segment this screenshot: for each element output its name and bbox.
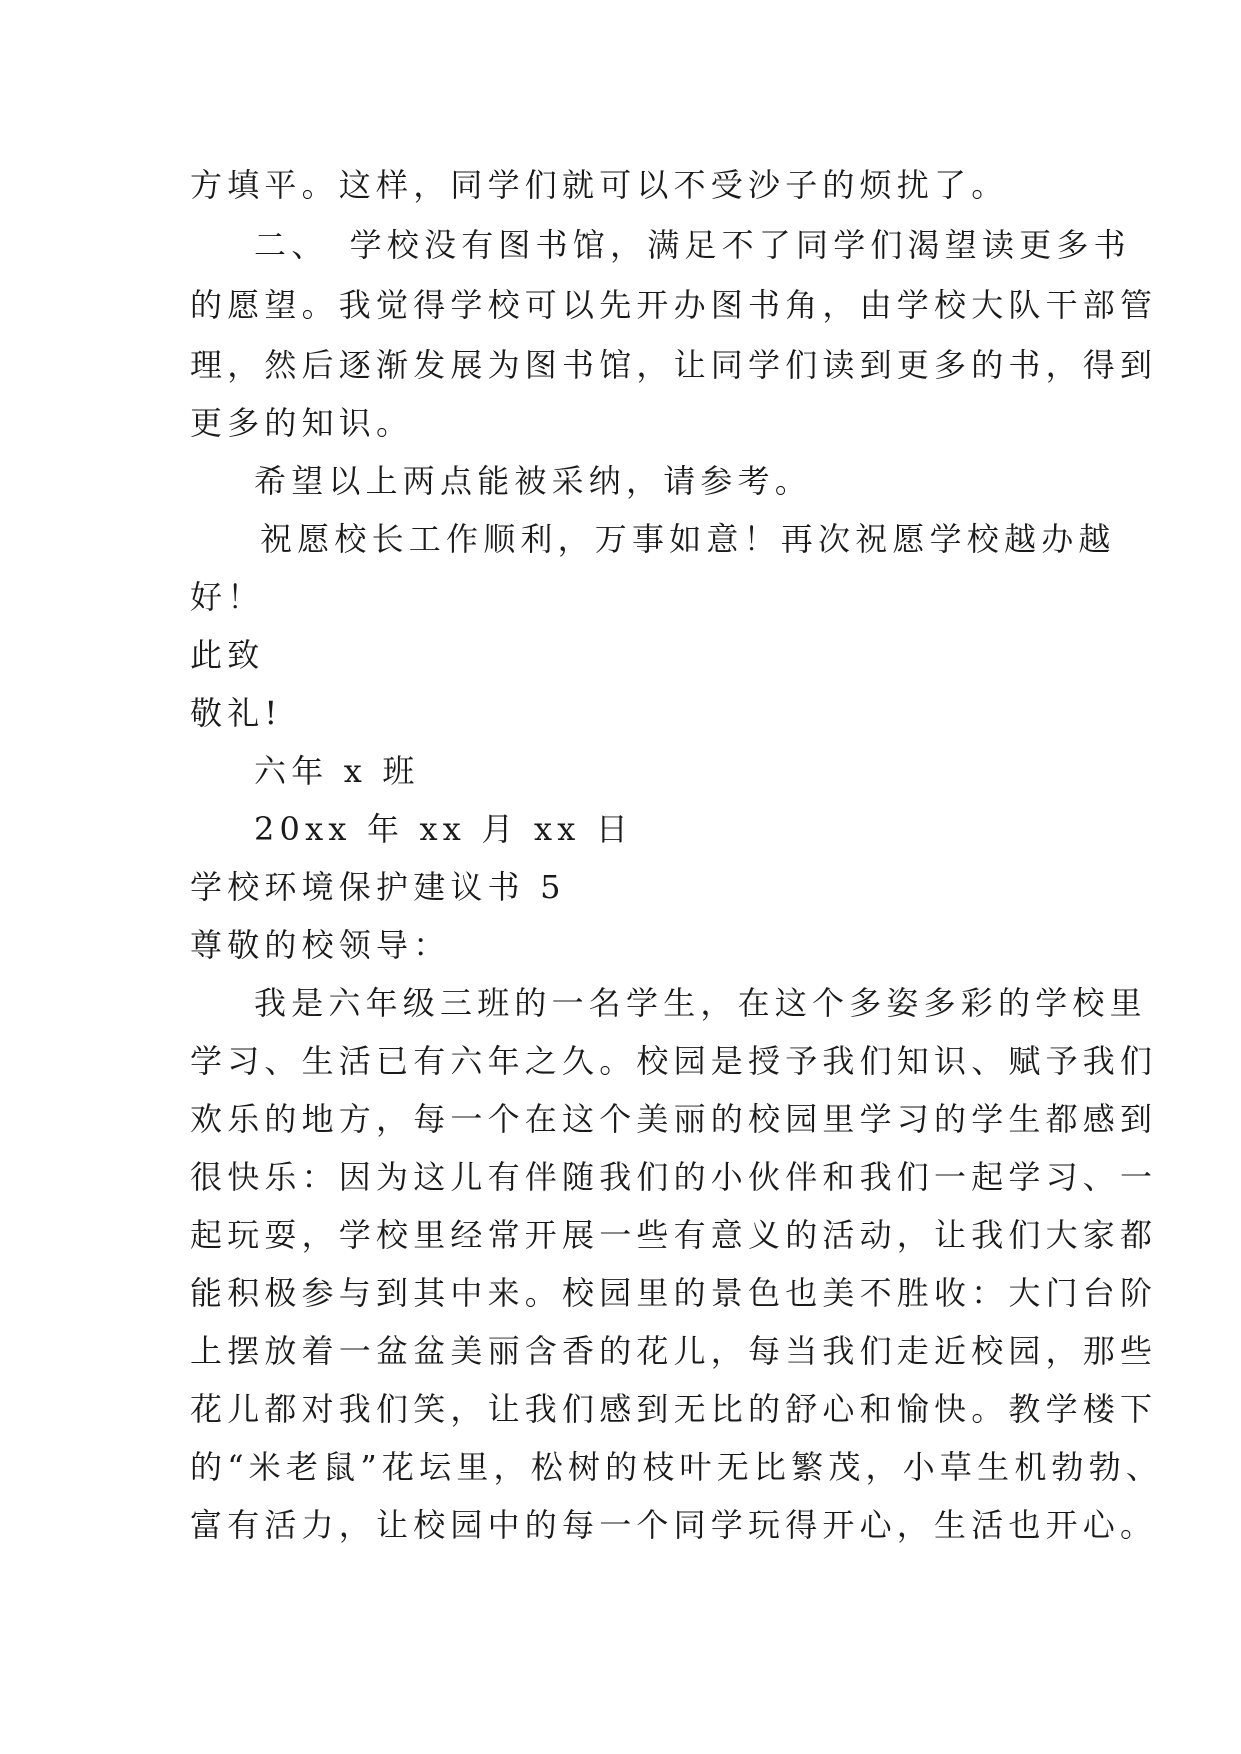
paragraph-line: 理，然后逐渐发展为图书馆，让同学们读到更多的书，得到 [190, 346, 1158, 384]
paragraph-line: 更多的知识。 [190, 404, 414, 442]
paragraph-line: 花儿都对我们笑，让我们感到无比的舒心和愉快。教学楼下 [190, 1390, 1158, 1428]
paragraph-line: 欢乐的地方，每一个在这个美丽的校园里学习的学生都感到 [190, 1100, 1158, 1138]
paragraph-line: 的“米老鼠”花坛里，松树的枝叶无比繁茂，小草生机勃勃、 [190, 1448, 1164, 1486]
closing-salutation: 敬礼! [190, 694, 283, 732]
signature-class: 六年 x 班 [254, 752, 420, 790]
section-heading: 学校环境保护建议书 5 [190, 868, 566, 906]
paragraph-line: 很快乐：因为这儿有伴随我们的小伙伴和我们一起学习、一 [190, 1158, 1158, 1196]
paragraph-line: 起玩耍，学校里经常开展一些有意义的活动，让我们大家都 [190, 1216, 1158, 1254]
paragraph-line: 祝愿校长工作顺利，万事如意！再次祝愿学校越办越 [260, 520, 1116, 558]
paragraph-line: 方填平。这样，同学们就可以不受沙子的烦扰了。 [190, 166, 1009, 204]
signature-date: 20xx 年 xx 月 xx 日 [254, 810, 634, 848]
paragraph-line: 好！ [190, 578, 265, 616]
paragraph-line: 希望以上两点能被采纳，请参考。 [254, 462, 813, 500]
paragraph-line: 能积极参与到其中来。校园里的景色也美不胜收：大门台阶 [190, 1274, 1158, 1312]
paragraph-line: 学习、生活已有六年之久。校园是授予我们知识、赋予我们 [190, 1042, 1158, 1080]
paragraph-line: 二、 学校没有图书馆，满足不了同学们渴望读更多书 [254, 226, 1131, 264]
paragraph-line: 的愿望。我觉得学校可以先开办图书角，由学校大队干部管 [190, 286, 1158, 324]
paragraph-line: 上摆放着一盆盆美丽含香的花儿，每当我们走近校园，那些 [190, 1332, 1158, 1370]
paragraph-line: 我是六年级三班的一名学生，在这个多姿多彩的学校里 [254, 984, 1147, 1022]
greeting: 尊敬的校领导： [190, 926, 451, 964]
paragraph-line: 富有活力，让校园中的每一个同学玩得开心，生活也开心。 [190, 1506, 1158, 1544]
closing-salutation: 此致 [190, 636, 265, 674]
